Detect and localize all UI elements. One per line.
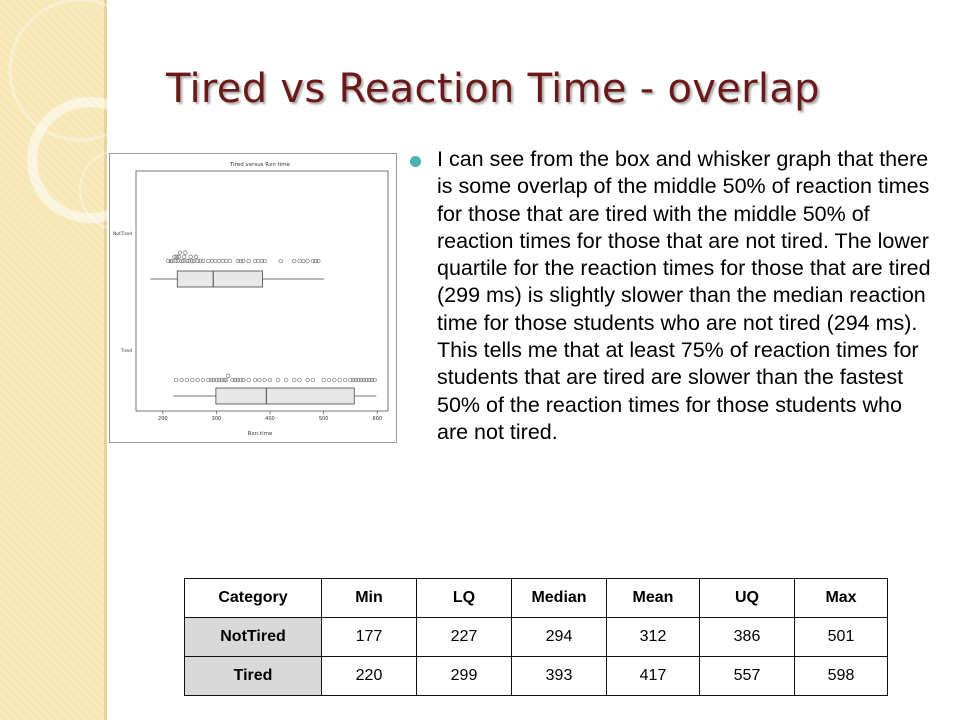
data-point xyxy=(306,259,310,263)
data-point xyxy=(189,255,193,259)
data-point xyxy=(292,259,296,263)
table-cell: 312 xyxy=(607,618,700,657)
box-whisker-chart xyxy=(109,153,397,443)
table-cell: 393 xyxy=(512,657,607,696)
data-point xyxy=(268,378,272,382)
data-point xyxy=(311,378,315,382)
table-cell: 417 xyxy=(607,657,700,696)
data-point xyxy=(306,378,310,382)
table-cell: 557 xyxy=(700,657,795,696)
data-point xyxy=(185,378,189,382)
table-header-cell: UQ xyxy=(700,579,795,618)
data-point xyxy=(194,255,198,259)
data-point xyxy=(180,378,184,382)
data-point xyxy=(322,378,326,382)
data-point xyxy=(292,378,296,382)
data-point xyxy=(178,251,182,255)
data-point xyxy=(201,259,205,263)
data-point xyxy=(241,259,245,263)
data-point xyxy=(217,259,221,263)
data-point xyxy=(373,378,377,382)
table-cell: 299 xyxy=(417,657,512,696)
data-point xyxy=(182,255,186,259)
x-tick-label: 400 xyxy=(265,416,275,422)
x-tick-label: 200 xyxy=(158,416,168,422)
table-header-cell: Median xyxy=(512,579,607,618)
table-row-label: NotTired xyxy=(185,618,322,657)
table-header-cell: Category xyxy=(185,579,322,618)
table-header-cell: Mean xyxy=(607,579,700,618)
data-point xyxy=(253,378,257,382)
data-point xyxy=(228,259,232,263)
box-iqr xyxy=(216,388,354,404)
data-point xyxy=(207,259,211,263)
data-point xyxy=(247,378,251,382)
x-tick-label: 300 xyxy=(211,416,222,422)
data-point xyxy=(241,378,245,382)
table-header-cell: Min xyxy=(322,579,417,618)
box-plot-svg xyxy=(110,154,396,442)
data-point xyxy=(276,378,280,382)
table-header-row xyxy=(185,579,888,618)
table-header-cell: Max xyxy=(795,579,888,618)
plot-area xyxy=(136,171,388,411)
group-label: NotTired xyxy=(112,232,132,237)
table-cell: 220 xyxy=(322,657,417,696)
table-cell: 598 xyxy=(795,657,888,696)
decorative-side-strip xyxy=(0,0,104,720)
table-row xyxy=(185,657,888,696)
table-cell: 501 xyxy=(795,618,888,657)
table-row-label: Tired xyxy=(185,657,322,696)
data-point xyxy=(174,378,178,382)
data-point xyxy=(298,259,302,263)
table-cell: 294 xyxy=(512,618,607,657)
data-point xyxy=(226,374,230,378)
data-point xyxy=(327,378,331,382)
side-strip-edge xyxy=(104,0,107,720)
table-cell: 227 xyxy=(417,618,512,657)
table-cell: 177 xyxy=(322,618,417,657)
x-tick-label: 500 xyxy=(318,416,329,422)
table-cell: 386 xyxy=(700,618,795,657)
chart-title: Tired versus Rxn time xyxy=(229,162,291,168)
data-point xyxy=(196,378,200,382)
data-point xyxy=(301,259,305,263)
data-point xyxy=(201,378,205,382)
table-header-cell: LQ xyxy=(417,579,512,618)
data-point xyxy=(343,378,347,382)
data-point xyxy=(279,259,283,263)
body-paragraph: I can see from the box and whisker graph that there is some overlap of the middle 50% of reaction times for those that are tired with the middle 50% of reaction times for those that are not tired. The lower quartile for the reaction times for those that are tired (299 ms) is slightly slower than the median reaction time for those students who are not tired (294 ms). This tells me that at least 75% of reaction times for students that are tired are slower than the fastest 50% of the reaction times for those students who are not tired. xyxy=(437,147,931,444)
data-point xyxy=(247,259,251,263)
group-label: Tired xyxy=(120,349,132,354)
data-point xyxy=(184,251,188,255)
data-point xyxy=(258,378,262,382)
data-point xyxy=(263,259,267,263)
data-point xyxy=(284,378,288,382)
slide-title: Tired vs Reaction Time - overlap xyxy=(166,66,820,112)
data-point xyxy=(190,378,194,382)
data-point xyxy=(338,378,342,382)
x-tick-label: 600 xyxy=(372,416,383,422)
x-axis-label: Rxn.time xyxy=(247,431,273,437)
data-point xyxy=(316,259,320,263)
summary-stats-table xyxy=(184,578,888,696)
box-iqr xyxy=(177,271,262,287)
bullet-icon xyxy=(410,156,421,167)
data-point xyxy=(263,378,267,382)
table-row xyxy=(185,618,888,657)
data-point xyxy=(298,378,302,382)
data-point xyxy=(333,378,337,382)
